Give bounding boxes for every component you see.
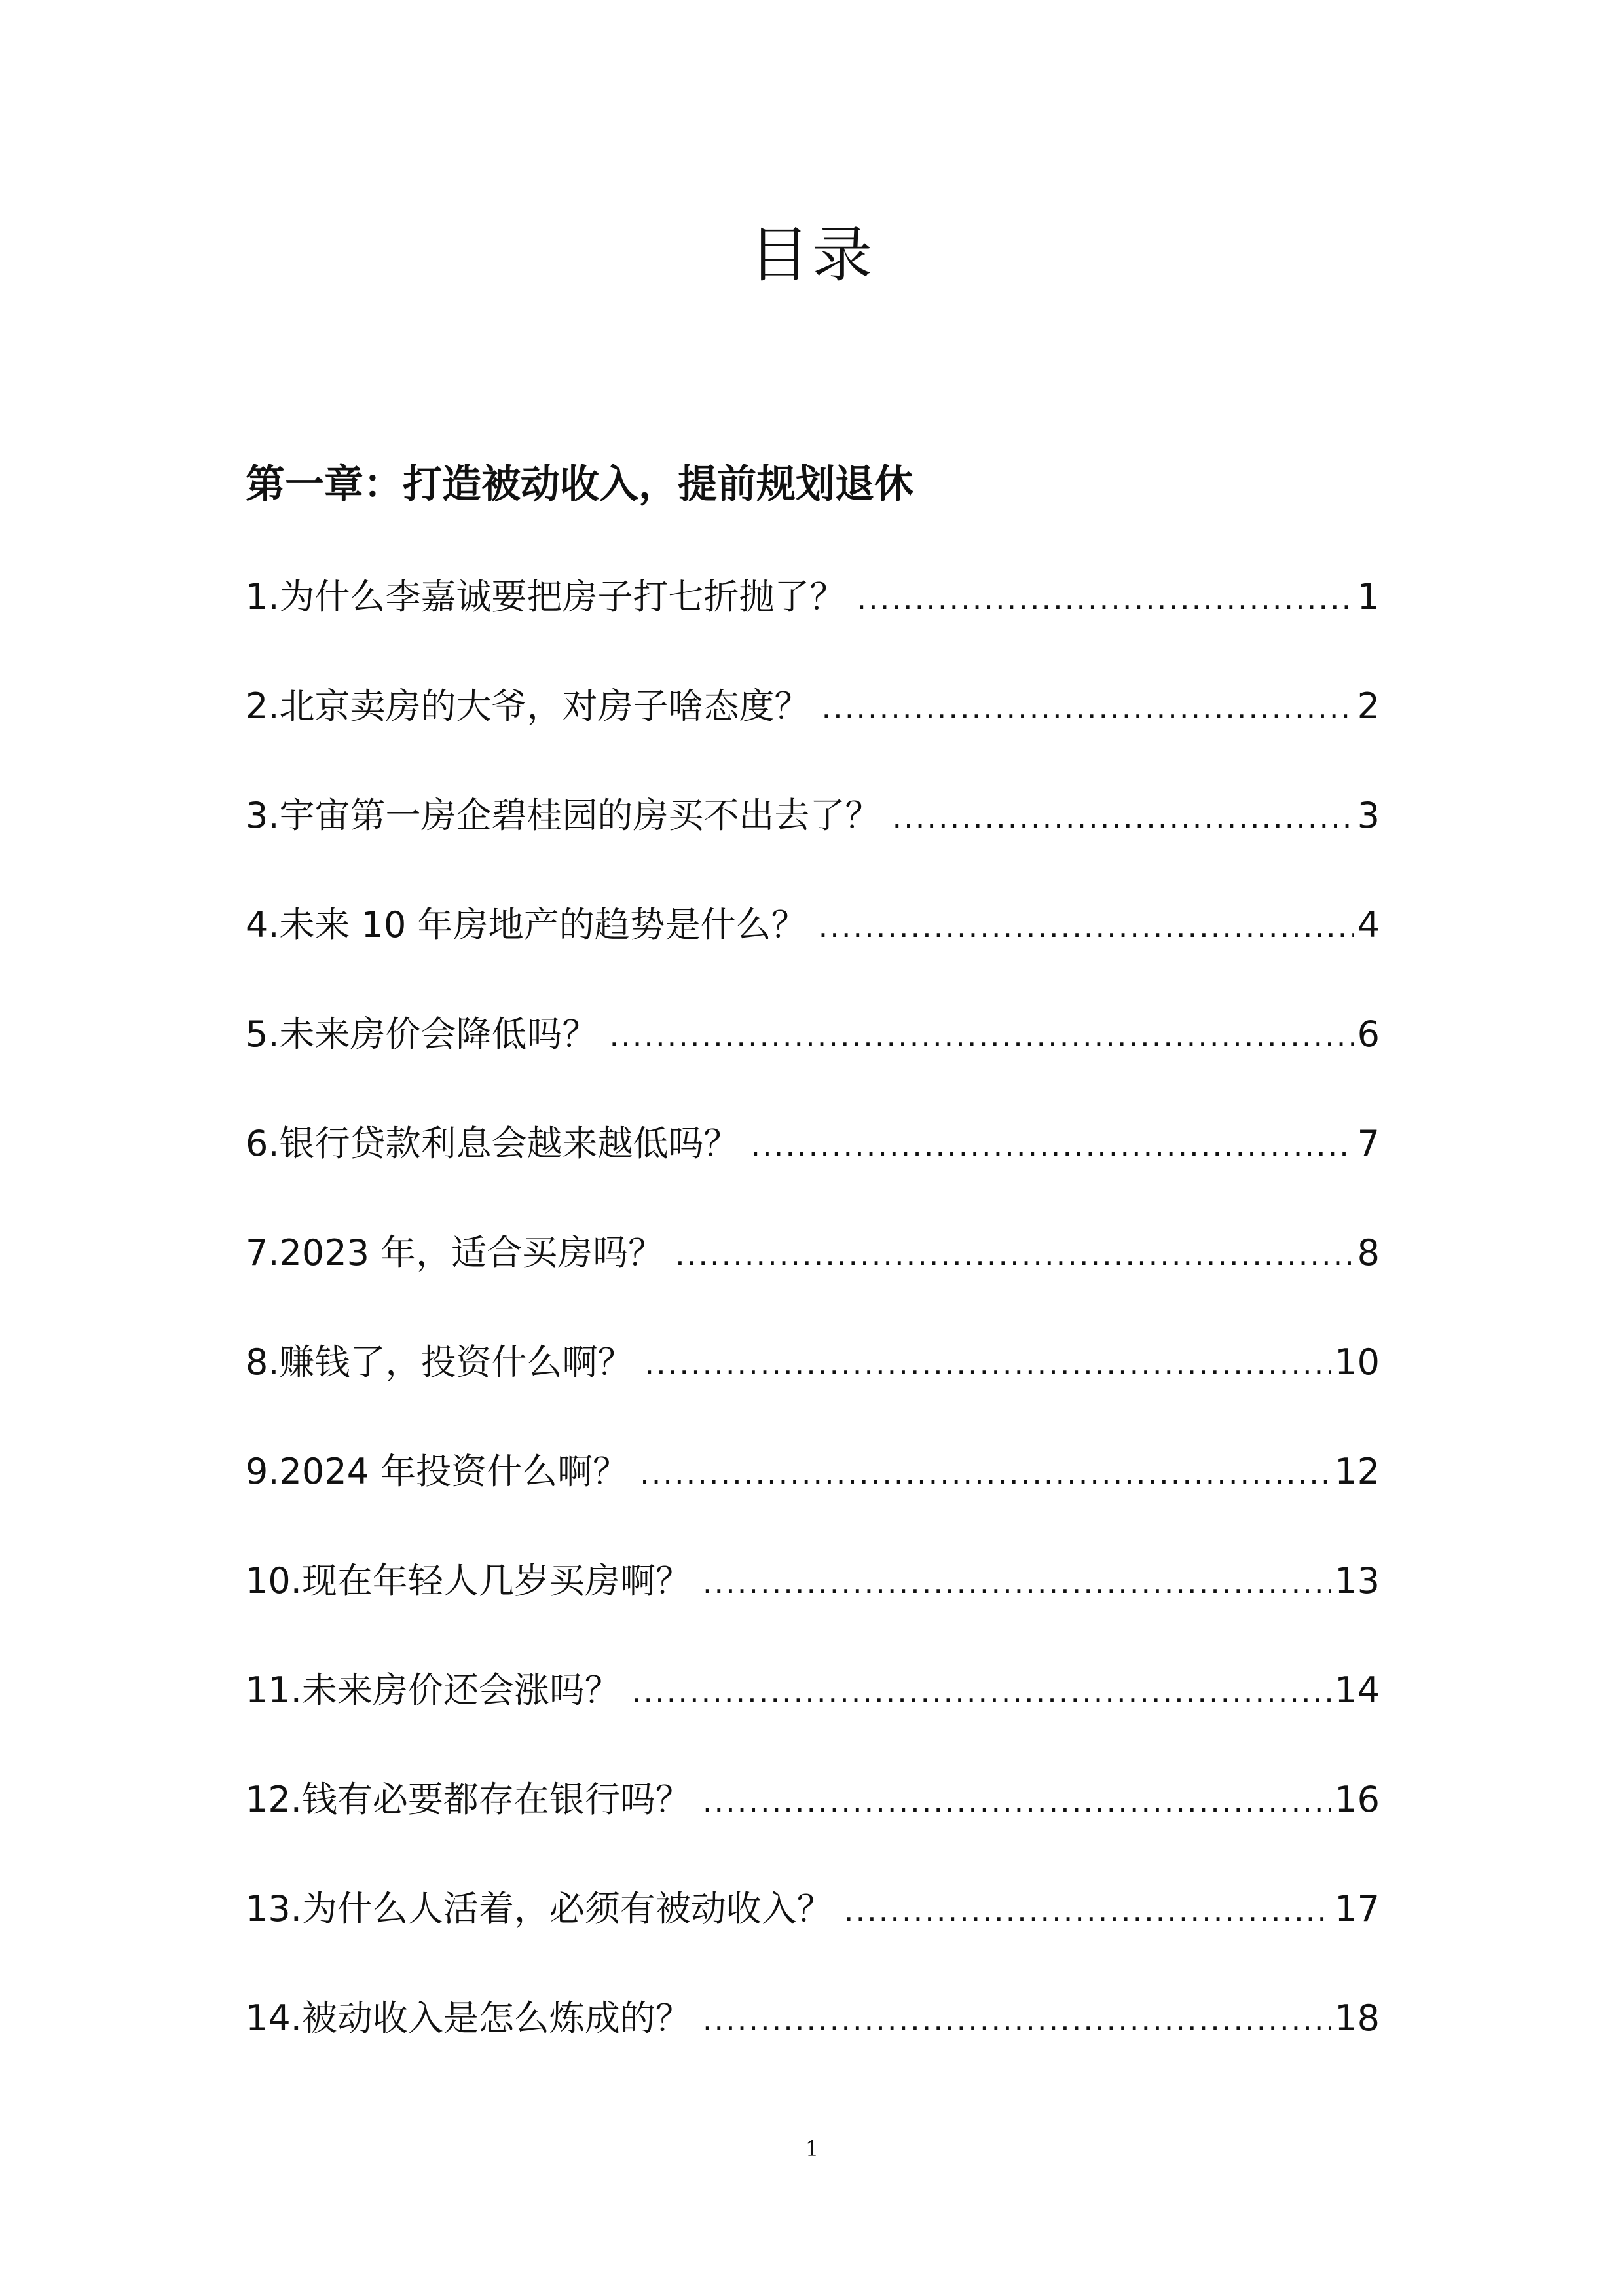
toc-entry-page: 4 (1357, 904, 1380, 945)
toc-entry-title: 1.为什么李嘉诚要把房子打七折抛了？ (246, 576, 845, 617)
toc-entry[interactable] (246, 1005, 1380, 1114)
toc-entry-page: 7 (1357, 1123, 1380, 1164)
toc-entry[interactable] (246, 1442, 1380, 1552)
toc-entry-title: 11.未来房价还会涨吗？ (246, 1669, 620, 1711)
page-number: 1 (805, 2136, 819, 2161)
toc-dot-leader (703, 1990, 1331, 2049)
toc-entry-page: 14 (1335, 1669, 1380, 1711)
toc-entry-title: 2.北京卖房的大爷，对房子啥态度？ (246, 685, 810, 727)
toc-entry[interactable] (246, 1552, 1380, 1661)
toc-entry[interactable] (246, 568, 1380, 677)
toc-entry-title: 5.未来房价会降低吗？ (246, 1013, 598, 1055)
toc-dot-leader (844, 1881, 1331, 1940)
toc-entry[interactable] (246, 896, 1380, 1005)
toc-entry-page: 3 (1357, 795, 1380, 836)
table-of-contents (246, 568, 1380, 2098)
toc-entry[interactable] (246, 1880, 1380, 1989)
toc-entry-title: 9.2024 年投资什么啊？ (246, 1451, 629, 1492)
toc-entry[interactable] (246, 1989, 1380, 2098)
toc-entry-title: 4.未来 10 年房地产的趋势是什么？ (246, 904, 807, 945)
toc-dot-leader (703, 1772, 1331, 1831)
toc-dot-leader (857, 569, 1354, 628)
toc-entry-title: 13.为什么人活着，必须有被动收入？ (246, 1888, 832, 1929)
toc-entry-page: 16 (1335, 1779, 1380, 1820)
toc-dot-leader (703, 1553, 1331, 1612)
toc-dot-leader (893, 788, 1354, 847)
toc-entry-title: 12.钱有必要都存在银行吗？ (246, 1779, 691, 1820)
toc-entry[interactable] (246, 786, 1380, 896)
toc-dot-leader (819, 897, 1354, 956)
toc-entry-title: 8.赚钱了，投资什么啊？ (246, 1341, 633, 1383)
toc-entry-page: 2 (1357, 685, 1380, 727)
toc-entry-title: 6.银行贷款利息会越来越低吗？ (246, 1123, 739, 1164)
chapter-heading: 第一章：打造被动收入，提前规划退休 (246, 462, 913, 507)
toc-entry-page: 13 (1335, 1560, 1380, 1601)
toc-entry-page: 10 (1335, 1341, 1380, 1383)
toc-dot-leader (751, 1116, 1354, 1175)
toc-entry[interactable] (246, 1333, 1380, 1442)
toc-dot-leader (610, 1006, 1354, 1065)
toc-entry-title: 3.宇宙第一房企碧桂园的房买不出去了？ (246, 795, 881, 836)
toc-entry-page: 6 (1357, 1013, 1380, 1055)
toc-dot-leader (675, 1225, 1354, 1284)
toc-entry-page: 1 (1357, 576, 1380, 617)
toc-entry-page: 8 (1357, 1232, 1380, 1273)
page-title: 目录 (748, 220, 875, 290)
toc-entry-page: 18 (1335, 1997, 1380, 2039)
toc-entry[interactable] (246, 1224, 1380, 1333)
toc-entry-title: 7.2023 年，适合买房吗？ (246, 1232, 664, 1273)
toc-entry[interactable] (246, 1114, 1380, 1224)
toc-dot-leader (632, 1662, 1331, 1721)
toc-entry-title: 14.被动收入是怎么炼成的？ (246, 1997, 691, 2039)
toc-entry-page: 17 (1335, 1888, 1380, 1929)
toc-dot-leader (645, 1334, 1331, 1393)
toc-entry[interactable] (246, 1770, 1380, 1880)
toc-entry[interactable] (246, 677, 1380, 786)
toc-entry[interactable] (246, 1661, 1380, 1770)
toc-dot-leader (640, 1444, 1331, 1503)
toc-entry-title: 10.现在年轻人几岁买房啊？ (246, 1560, 691, 1601)
toc-dot-leader (822, 678, 1354, 737)
toc-entry-page: 12 (1335, 1451, 1380, 1492)
